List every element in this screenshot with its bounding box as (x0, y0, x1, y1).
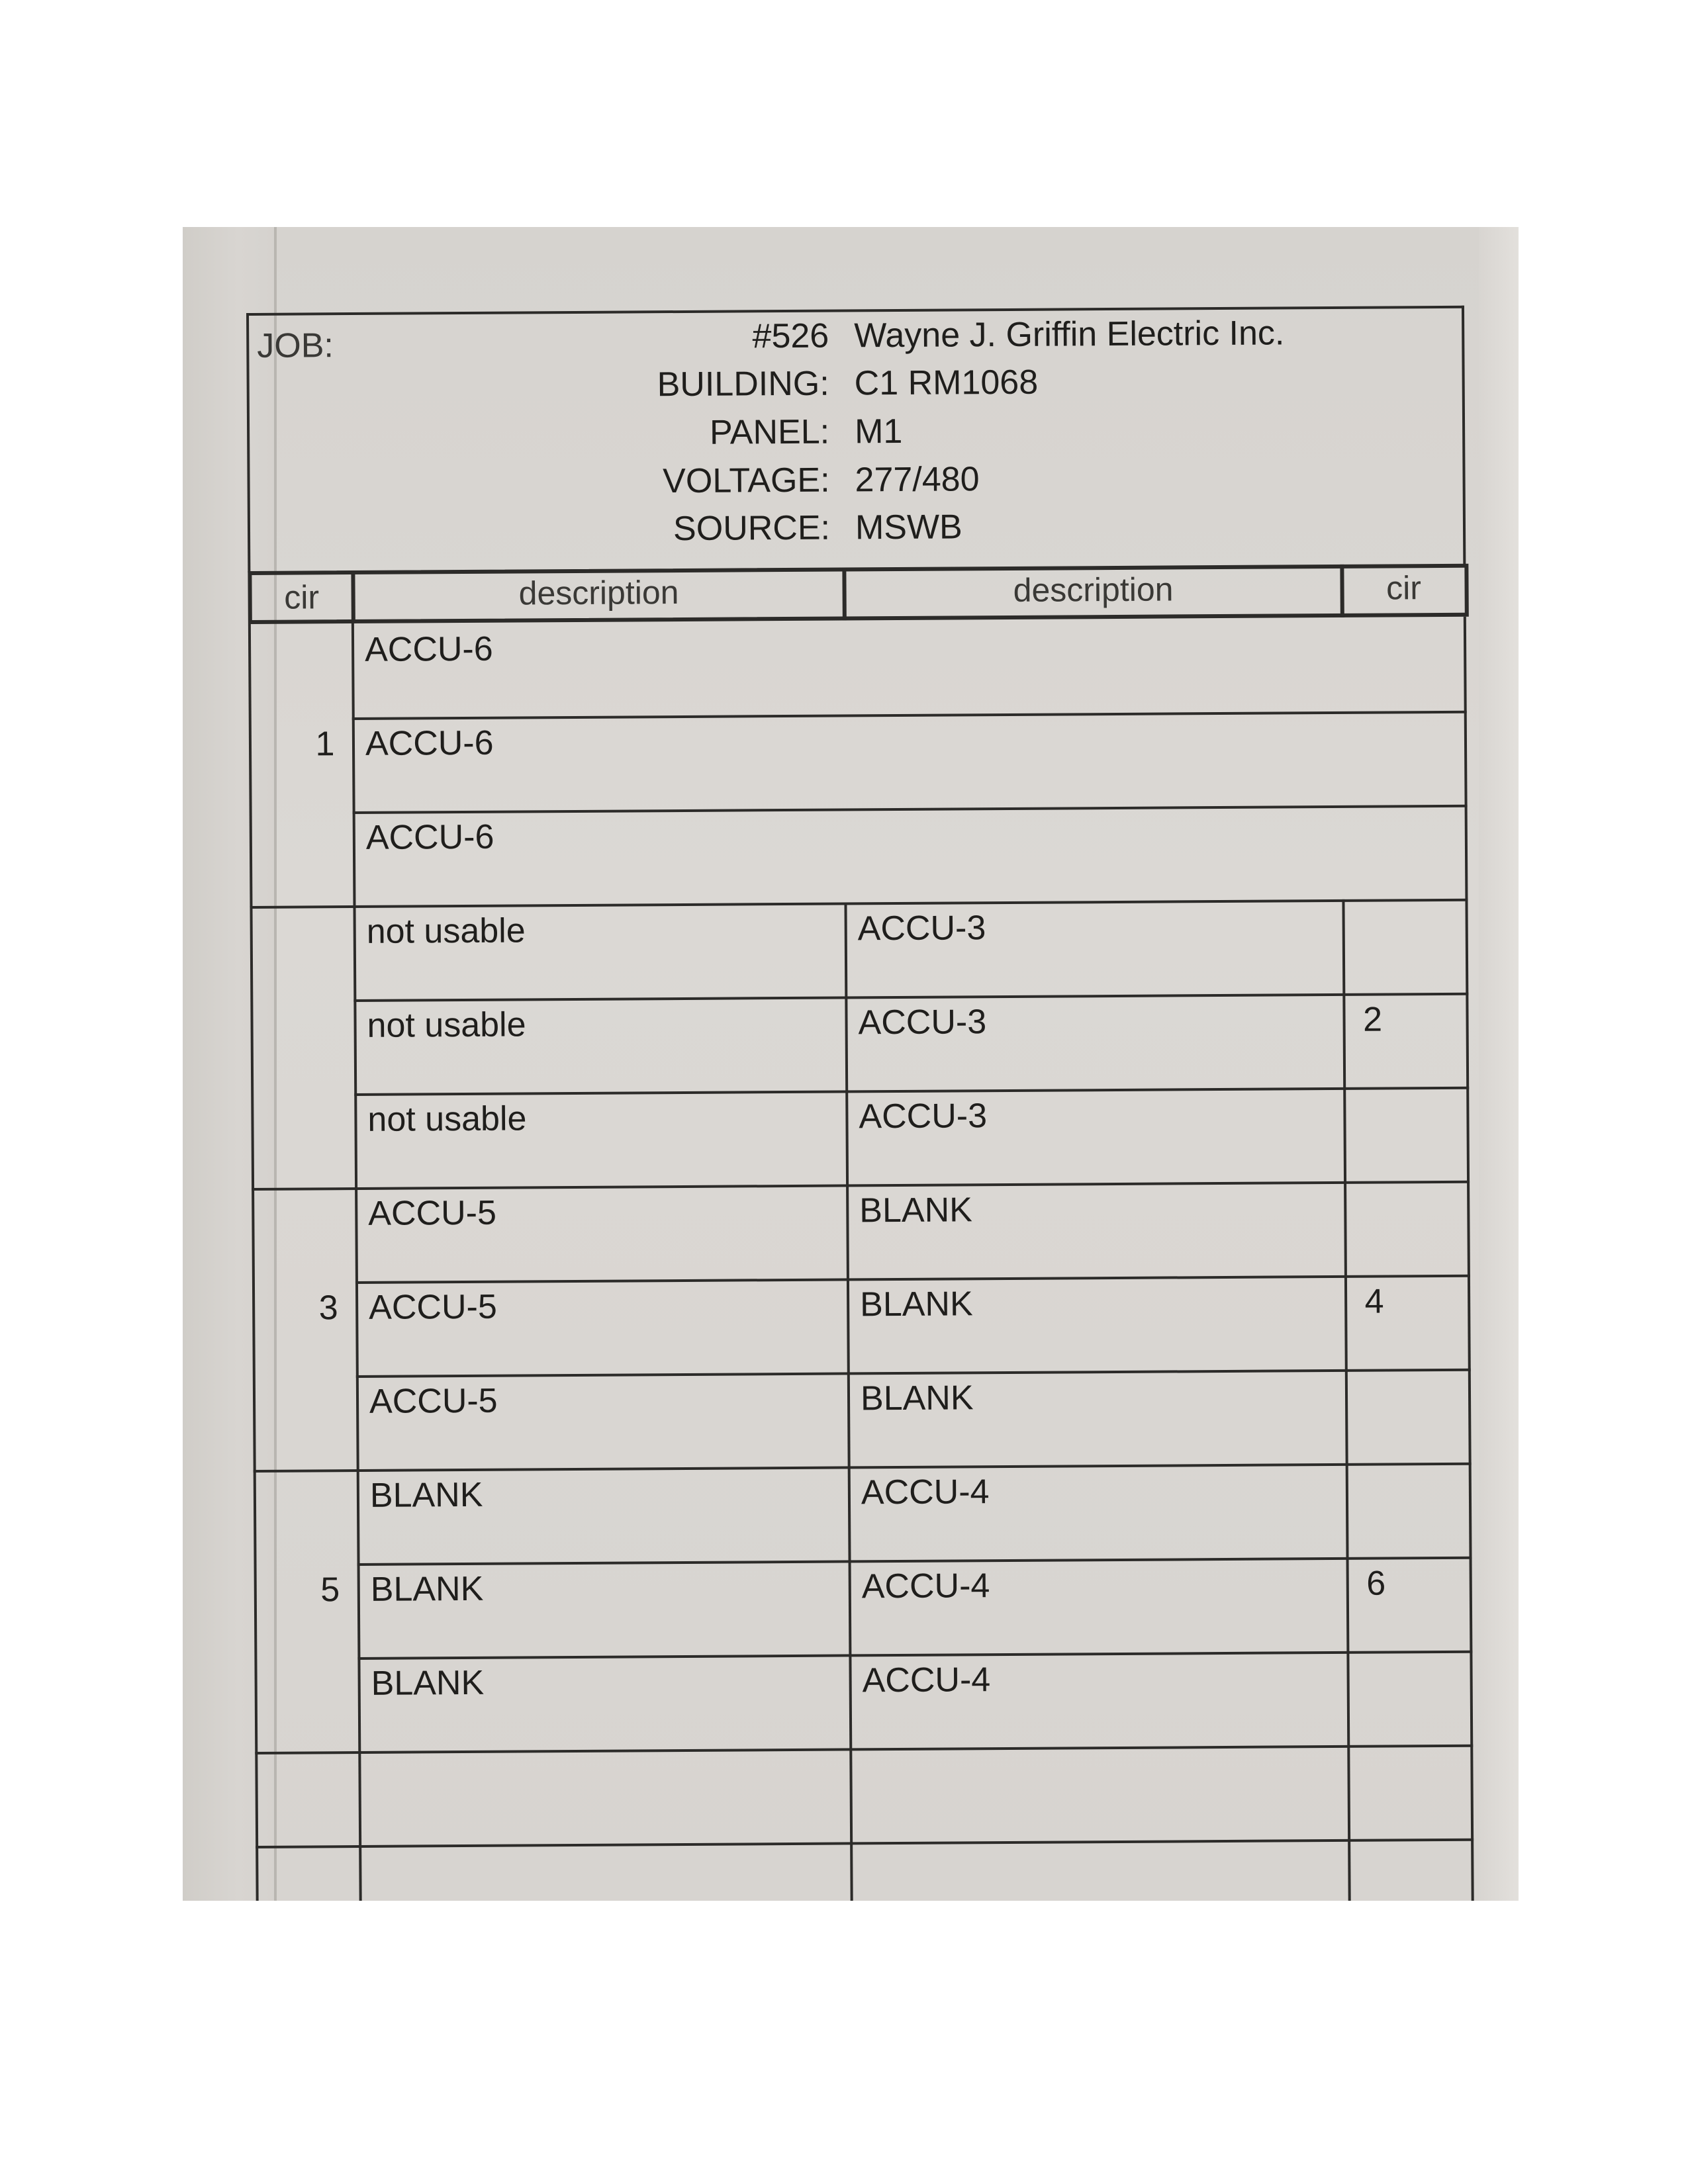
panel-value: M1 (854, 412, 903, 451)
photo-background (183, 227, 1519, 1901)
cir-left-divider (352, 623, 362, 1901)
job-label: JOB: (257, 326, 334, 365)
group-line (250, 899, 1468, 909)
group-line (252, 1181, 1470, 1191)
voltage-label: VOLTAGE: (663, 461, 830, 501)
row-8-left: ACCU-5 (369, 1287, 497, 1327)
row-line (353, 993, 1468, 1002)
row-1-left: ACCU-6 (364, 629, 493, 669)
cir-right-divider (1342, 899, 1350, 1901)
row-line (357, 1557, 1472, 1566)
row-11-left: BLANK (370, 1569, 484, 1609)
col-description-right: description (1013, 570, 1174, 609)
row-2-left: ACCU-6 (365, 723, 494, 763)
row-7-right: BLANK (859, 1191, 973, 1230)
group-line (254, 1463, 1472, 1473)
row-8-right: BLANK (859, 1285, 973, 1324)
paper-edge (1479, 227, 1519, 1901)
table-right-border (1464, 617, 1474, 1901)
row-12-right: ACCU-4 (862, 1661, 991, 1700)
row-7-left: ACCU-5 (368, 1193, 497, 1233)
row-9-left: ACCU-5 (369, 1381, 498, 1421)
panel-label: PANEL: (709, 412, 830, 452)
row-5-right: ACCU-3 (858, 1003, 987, 1042)
row-6-left: not usable (367, 1099, 527, 1139)
circuit-number-right: 2 (1362, 1000, 1383, 1039)
row-10-left: BLANK (369, 1475, 483, 1515)
row-9-right: BLANK (860, 1379, 974, 1418)
col-cir-right: cir (1386, 569, 1422, 607)
row-line (354, 1087, 1469, 1096)
row-12-left: BLANK (371, 1663, 485, 1703)
row-6-right: ACCU-3 (859, 1097, 988, 1136)
circuit-number-left: 1 (315, 725, 335, 764)
row-5-left: not usable (367, 1005, 526, 1045)
voltage-value: 277/480 (855, 460, 980, 500)
row-3-left: ACCU-6 (365, 817, 494, 857)
row-line (357, 1651, 1472, 1660)
building-label: BUILDING: (657, 364, 829, 404)
source-value: MSWB (855, 508, 962, 547)
row-line (356, 1369, 1471, 1378)
building-value: C1 RM1068 (854, 363, 1039, 403)
row-line (256, 1839, 1474, 1848)
group-line (255, 1745, 1473, 1754)
description-divider (844, 902, 853, 1901)
source-label: SOURCE: (673, 508, 831, 549)
company-name: Wayne J. Griffin Electric Inc. (854, 314, 1285, 355)
col-cir-left: cir (284, 578, 320, 616)
row-line (355, 1275, 1470, 1284)
header-right-border (1462, 306, 1466, 565)
job-number: #526 (752, 316, 829, 356)
row-11-right: ACCU-4 (861, 1567, 990, 1606)
circuit-number-left: 5 (320, 1570, 340, 1610)
row-line (352, 711, 1467, 720)
row-line (353, 805, 1468, 814)
circuit-number-right: 4 (1364, 1282, 1384, 1321)
circuit-number-left: 3 (318, 1289, 338, 1328)
col-description-left: description (518, 574, 679, 612)
panel-schedule (246, 306, 1474, 1901)
row-4-right: ACCU-3 (857, 909, 986, 948)
row-10-right: ACCU-4 (861, 1473, 990, 1512)
row-4-left: not usable (366, 911, 526, 951)
circuit-number-right: 6 (1366, 1564, 1386, 1603)
